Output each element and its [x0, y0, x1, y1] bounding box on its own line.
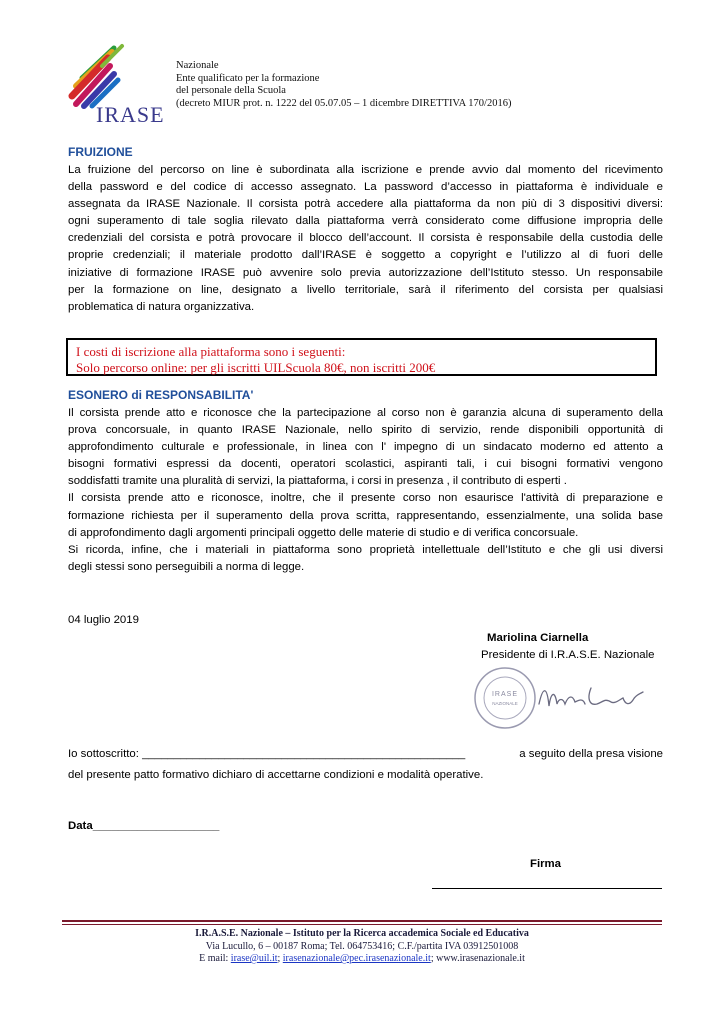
paragraph-line: Si ricorda, infine, che i materiali in piattaforma sono proprietà intellettuale dell’Istituto e che gli usi diversi — [68, 543, 663, 556]
paragraph-line: assegnata da IRASE Nazionale. Il corsista potrà accedere alla piattaforma da non più di 3 dispositivi diversi: — [68, 198, 663, 211]
paragraph-line: Il corsista prende atto e riconosce che la partecipazione al corso non è garanzia alcuna di superamento della — [68, 407, 663, 419]
footer-rule — [62, 920, 662, 922]
firma-signature-line[interactable] — [432, 888, 662, 889]
declaration-line-2: del presente patto formativo dichiaro di accettarne condizioni e modalità operative. — [68, 769, 484, 781]
irase-logo — [62, 40, 174, 124]
cost-box — [66, 338, 657, 376]
footer-website: www.irasenazionale.it — [436, 953, 525, 964]
footer-rule — [62, 924, 662, 925]
cost-line-2: Solo percorso online: per gli iscritti UILScuola 80€, non iscritti 200€ — [76, 360, 436, 375]
date-field[interactable]: Data____________________ — [68, 820, 220, 832]
paragraph-line: soddisfatti tramite una pluralità di servizi, la piattaforma, i corsi in presenza , il contributo di esperti . — [68, 475, 567, 488]
paragraph-line: della password e del codice di accesso assegnato. La password d’accesso in piattaforma è individuale e — [68, 181, 663, 194]
cost-line-1: I costi di iscrizione alla piattaforma sono i seguenti: — [76, 344, 346, 359]
paragraph-line: approfondimento culturale e professionale, in linea con l' impegno di un sindacato moderno ed attento a — [68, 441, 663, 454]
footer-pec-link[interactable]: irasenazionale@pec.irasenazionale.it — [282, 953, 431, 964]
paragraph-line: bisogni formativi espressi da docenti, operatori scolastici, aspiranti tali, i cui bisogni formativi vengono — [68, 458, 663, 471]
paragraph-line: di approfondimento dagli argomenti principali oggetto delle materie di studio e di verifica concorsuale. — [68, 526, 579, 539]
esonero-title: ESONERO di RESPONSABILITA' — [68, 388, 254, 402]
declaration-block — [68, 744, 663, 786]
signer-name: Mariolina Ciarnella — [487, 632, 589, 644]
paragraph-line: problematica di natura organizzativa. — [68, 300, 255, 313]
declaration-suffix: a seguito della presa visione — [519, 748, 663, 760]
footer-email-link[interactable]: irase@uil.it — [230, 953, 278, 964]
footer-line-2: Via Lucullo, 6 – 00187 Roma; Tel. 064753416; C.F./partita IVA 03912501008 — [205, 940, 519, 952]
header-line: del personale della Scuola — [176, 85, 286, 96]
footer-line-3: E mail: irase@uil.it; irasenazionale@pec.irasenazionale.it; www.irasenazionale.it — [199, 953, 525, 964]
paragraph-line: La fruizione del percorso on line è subordinata alla iscrizione e prende avvio dal momento del ricevimento — [68, 164, 663, 176]
header-line: Ente qualificato per la formazione — [176, 72, 320, 84]
stamp-and-signature — [455, 664, 655, 732]
paragraph-line: Il corsista prende atto e riconosce, inoltre, che il presente corso non esaurisce l'attività di preparazione e — [68, 492, 663, 505]
header-line: Nazionale — [176, 60, 219, 71]
footer — [62, 928, 662, 966]
svg-text:IRASE: IRASE — [491, 691, 519, 698]
svg-text:NAZIONALE: NAZIONALE — [492, 701, 518, 706]
header-line: (decreto MIUR prot. n. 1222 del 05.07.05 – 1 dicembre DIRETTIVA 170/2016) — [176, 97, 512, 109]
firma-label: Firma — [530, 858, 562, 870]
footer-line-1: I.R.A.S.E. Nazionale – Istituto per la Ricerca accademica Sociale ed Educativa — [195, 928, 529, 939]
logo-text: IRASE — [96, 102, 165, 124]
paragraph-line: degli stessi sono perseguibili a norma di legge. — [68, 560, 305, 573]
paragraph-line: credenziali del corsista e potrà provocare il blocco dell’account. Il corsista è responsabile della custodia delle — [68, 232, 663, 245]
esonero-paragraph — [68, 405, 663, 576]
fruizione-title: FRUIZIONE — [68, 145, 133, 159]
declaration-name-field[interactable]: Io sottoscritto: ___________________________________________________ — [68, 748, 466, 760]
stamp-inner-ring — [484, 677, 526, 719]
paragraph-line: per la formazione on line, designato a livello territoriale, sarà il riferimento del corsista per qualsiasi — [68, 283, 663, 296]
fruizione-paragraph — [68, 162, 663, 316]
signer-role: Presidente di I.R.A.S.E. Nazionale — [481, 649, 655, 661]
paragraph-line: prova concorsuale, in quanto IRASE Nazionale, nello spirito di servizio, rende disponibili opportunità di — [68, 424, 663, 437]
header-block — [176, 60, 511, 110]
footer-email-label: E mail: — [199, 953, 229, 964]
document-date: 04 luglio 2019 — [68, 614, 139, 626]
handwritten-signature — [539, 688, 643, 706]
paragraph-line: iniziative di formazione IRASE può avvenire solo previa autorizzazione dell’Istituto stesso. Un responsabile — [68, 266, 663, 279]
paragraph-line: proprie credenziali; il materiale prodotto dall’IRASE è soggetto a copyright e l’utilizzo al di fuori delle — [68, 249, 663, 262]
paragraph-line: ogni superamento di tale soglia rilevato dalla piattaforma verrà considerato come diffusione impropria delle — [68, 215, 663, 228]
paragraph-line: formazione richiesta per il superamento della prova scritta, rappresentando, essenzialmente, una solida base — [68, 509, 663, 522]
